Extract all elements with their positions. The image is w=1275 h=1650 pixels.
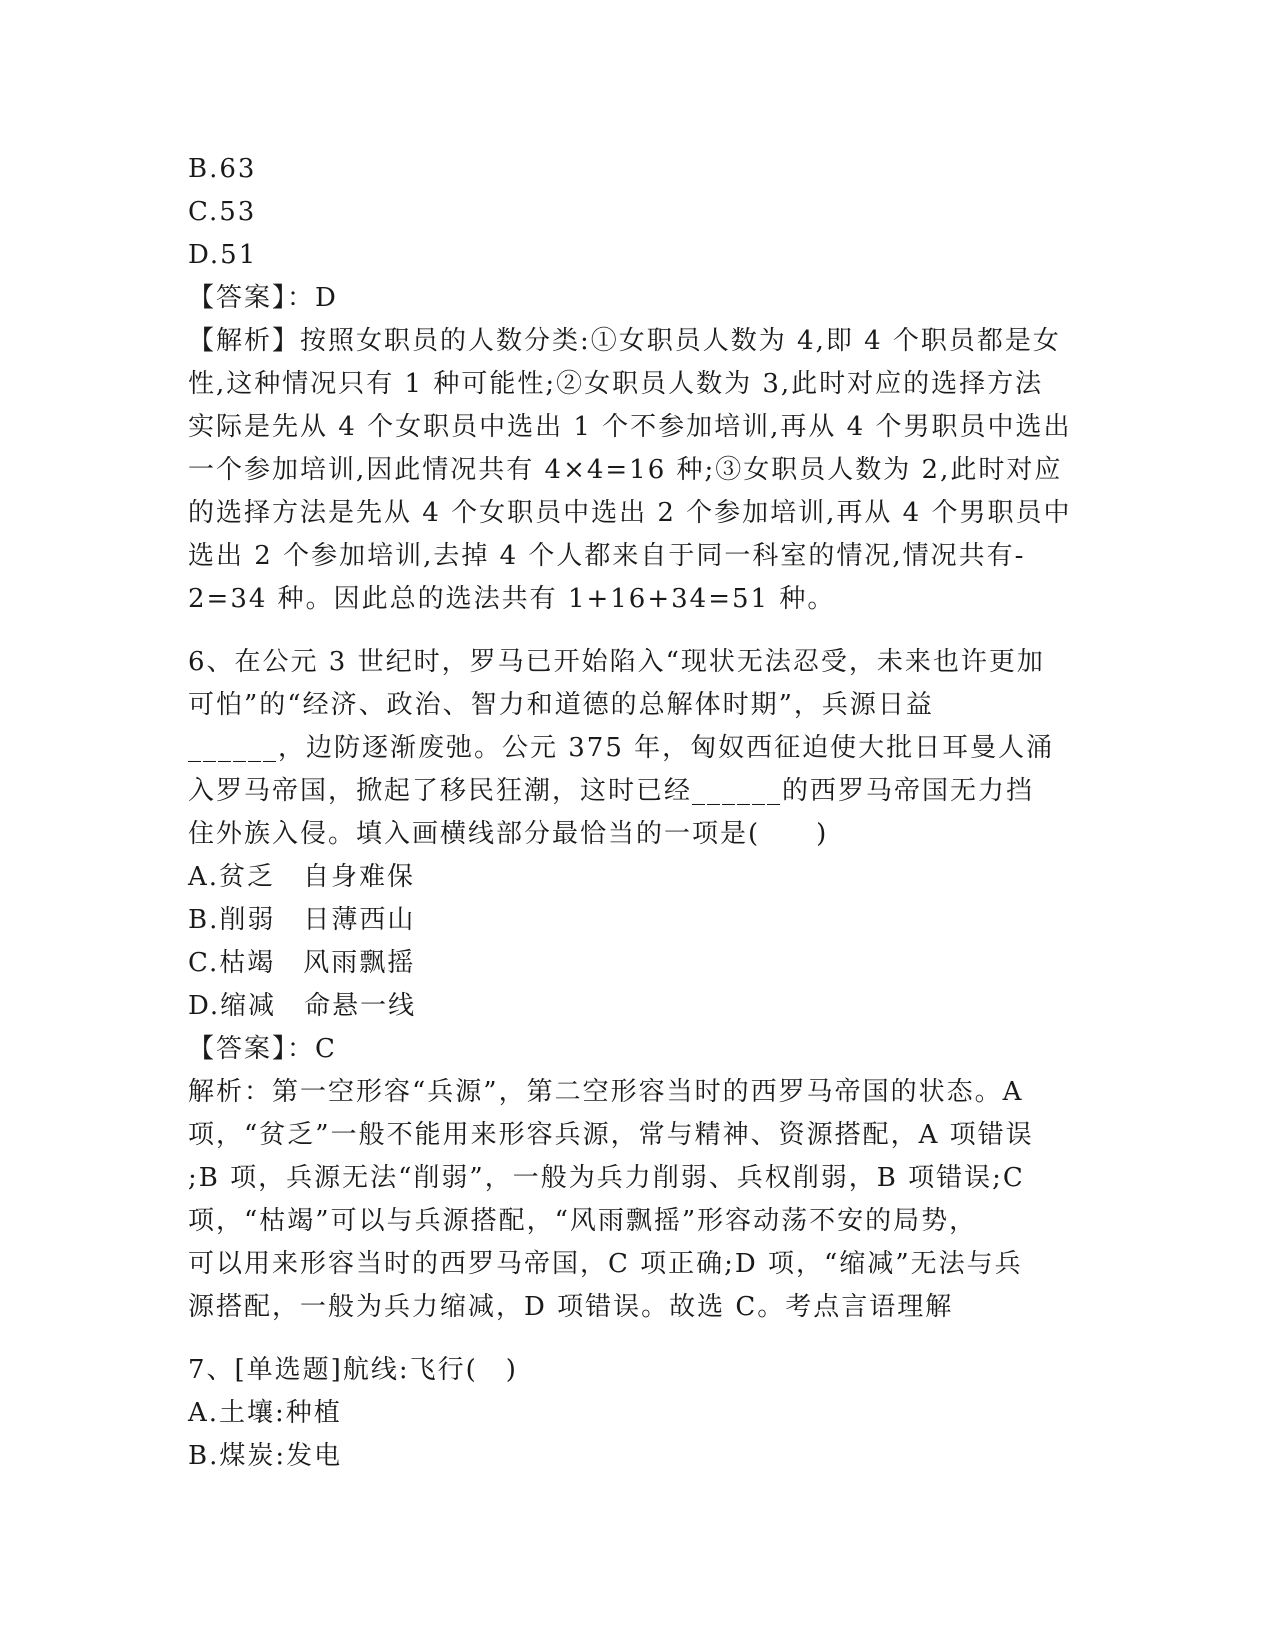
analysis-line: 2=34 种。因此总的选法共有 1+16+34=51 种。 xyxy=(188,584,836,614)
option-a: A.贫乏 自身难保 xyxy=(188,862,416,892)
document-page xyxy=(188,148,1088,1478)
analysis-line: 选出 2 个参加培训,去掉 4 个人都来自于同一科室的情况,情况共有- xyxy=(188,541,1026,571)
analysis-line: 解析：第一空形容“兵源”，第二空形容当时的西罗马帝国的状态。A xyxy=(188,1077,1024,1107)
option-c: C.枯竭 风雨飘摇 xyxy=(188,948,416,978)
analysis-line: 【解析】按照女职员的人数分类:①女职员人数为 4,即 4 个职员都是女 xyxy=(188,326,1061,356)
option-a: A.土壤:种植 xyxy=(188,1398,342,1428)
option-b: B.削弱 日薄西山 xyxy=(188,905,416,935)
analysis-line: 性,这种情况只有 1 种可能性;②女职员人数为 3,此时对应的选择方法 xyxy=(188,369,1044,399)
question-stem-line: 7、[单选题]航线:飞行( ) xyxy=(188,1355,518,1385)
analysis-line: ;B 项，兵源无法“削弱”，一般为兵力削弱、兵权削弱，B 项错误;C xyxy=(188,1163,1025,1193)
analysis-line: 项，“枯竭”可以与兵源搭配，“风雨飘摇”形容动荡不安的局势， xyxy=(188,1206,978,1236)
question-stem-line: 入罗马帝国，掀起了移民狂潮，这时已经______的西罗马帝国无力挡 xyxy=(188,776,1035,806)
question-stem-line: ______，边防逐渐废弛。公元 375 年，匈奴西征迫使大批日耳曼人涌 xyxy=(188,733,1055,763)
question-7 xyxy=(188,1349,1088,1478)
option-d: D.缩减 命悬一线 xyxy=(188,991,417,1021)
question-5 xyxy=(188,148,1088,621)
answer-line: 【答案】：D xyxy=(188,283,338,313)
analysis-line: 的选择方法是先从 4 个女职员中选出 2 个参加培训,再从 4 个男职员中 xyxy=(188,498,1072,528)
analysis-line: 实际是先从 4 个女职员中选出 1 个不参加培训,再从 4 个男职员中选出 xyxy=(188,412,1072,442)
answer-line: 【答案】：C xyxy=(188,1034,337,1064)
option-b: B.63 xyxy=(188,154,257,184)
question-stem-line: 6、在公元 3 世纪时，罗马已开始陷入“现状无法忍受，未来也许更加 xyxy=(188,647,1045,677)
analysis-line: 一个参加培训,因此情况共有 4×4=16 种;③女职员人数为 2,此时对应 xyxy=(188,455,1063,485)
option-b: B.煤炭:发电 xyxy=(188,1441,343,1471)
analysis-line: 项，“贫乏”一般不能用来形容兵源，常与精神、资源搭配，A 项错误 xyxy=(188,1120,1034,1150)
analysis-line: 可以用来形容当时的西罗马帝国，C 项正确;D 项，“缩减”无法与兵 xyxy=(188,1249,1023,1279)
analysis-line: 源搭配，一般为兵力缩减，D 项错误。故选 C。考点言语理解 xyxy=(188,1292,954,1322)
question-stem-line: 可怕”的“经济、政治、智力和道德的总解体时期”，兵源日益 xyxy=(188,690,934,720)
option-d: D.51 xyxy=(188,240,258,270)
option-c: C.53 xyxy=(188,197,257,227)
question-stem-line: 住外族入侵。填入画横线部分最恰当的一项是( ) xyxy=(188,819,829,849)
question-6 xyxy=(188,641,1088,1329)
